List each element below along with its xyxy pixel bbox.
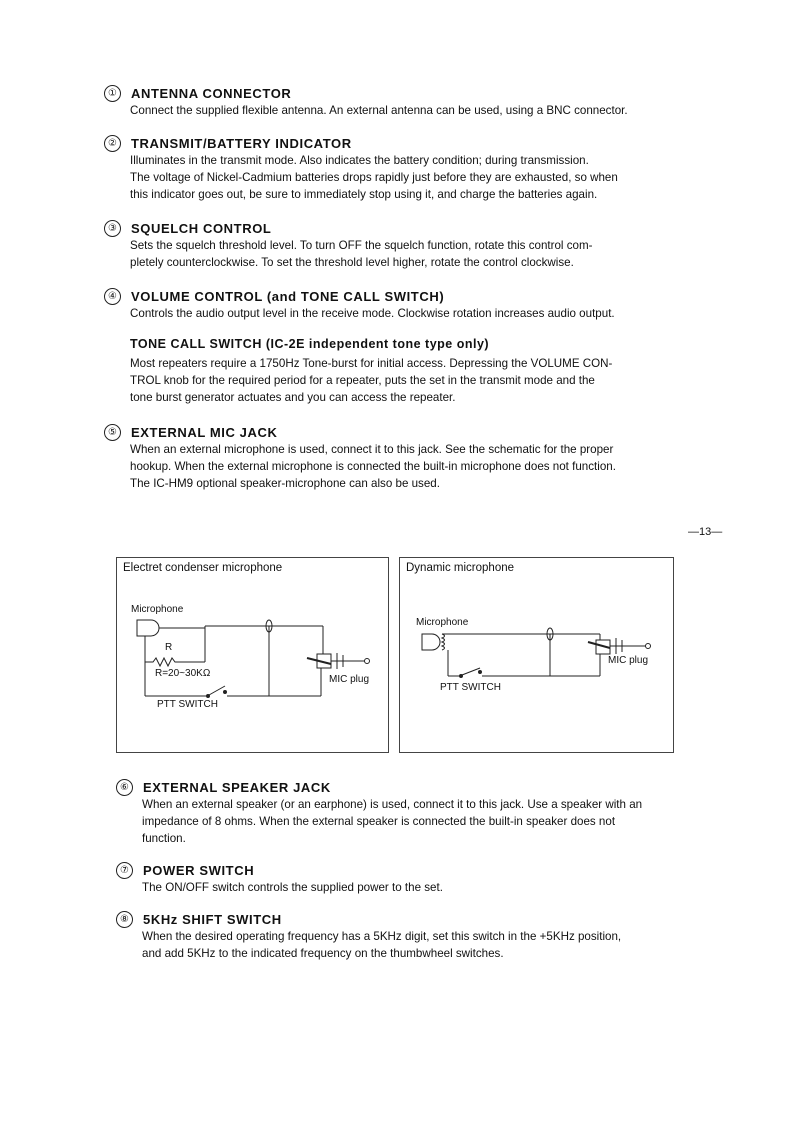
section-antenna-connector: [104, 84, 684, 119]
section-body: [130, 305, 684, 322]
section-body: [130, 355, 684, 406]
ptt-switch-symbol: [209, 686, 225, 695]
item-number: ②: [104, 135, 121, 152]
body-line: impedance of 8 ohms. When the external speaker is connected the built-in speaker does not: [142, 815, 616, 828]
body-line: TROL knob for the required period for a repeater, puts the set in the transmit mode and the: [130, 374, 595, 387]
mic-plug-label: MIC plug: [329, 674, 370, 685]
body-line: When an external microphone is used, connect it to this jack. See the schematic for the proper: [130, 443, 614, 456]
body-line: Connect the supplied flexible antenna. An external antenna can be used, using a BNC connector.: [130, 104, 628, 117]
section-5khz-shift-switch: [116, 910, 676, 962]
resistor-label: R: [165, 642, 173, 653]
section-title: EXTERNAL MIC JACK: [131, 424, 278, 440]
section-volume-control: [104, 287, 684, 322]
section-heading: [116, 910, 676, 928]
section-heading: [116, 778, 676, 796]
electret-schematic: [117, 558, 388, 752]
section-power-switch: [116, 861, 676, 896]
page-number: —13—: [688, 526, 723, 538]
body-line: The ON/OFF switch controls the supplied power to the set.: [142, 881, 443, 894]
item-number: ⑧: [116, 911, 133, 928]
resistor-symbol: [145, 658, 205, 666]
section-body: [142, 928, 676, 962]
body-line: Most repeaters require a 1750Hz Tone-burst for initial access. Depressing the VOLUME CON-: [130, 357, 613, 370]
ptt-switch-label: PTT SWITCH: [440, 682, 501, 693]
body-line: hookup. When the external microphone is connected the built-in microphone does not function.: [130, 460, 616, 473]
section-body: [142, 796, 676, 847]
section-body: [130, 441, 684, 492]
section-heading: [104, 84, 684, 102]
section-title: TRANSMIT/BATTERY INDICATOR: [131, 135, 352, 151]
mic-plug-label: MIC plug: [608, 655, 649, 666]
diagram-title: Electret condenser microphone: [123, 562, 283, 574]
coil-symbol: [442, 634, 445, 650]
item-number: ⑥: [116, 779, 133, 796]
resistor-value-label: R=20~30KΩ: [155, 668, 211, 679]
section-external-mic-jack: [104, 423, 684, 492]
section-body: [142, 879, 676, 896]
section-title: VOLUME CONTROL (and TONE CALL SWITCH): [131, 288, 445, 304]
dynamic-schematic: [400, 558, 673, 752]
section-heading: [104, 423, 684, 441]
body-line: When an external speaker (or an earphone) is used, connect it to this jack. Use a speaker with an: [142, 798, 643, 811]
microphone-symbol: [137, 620, 159, 636]
microphone-label: Microphone: [131, 604, 184, 615]
microphone-label: Microphone: [416, 617, 469, 628]
section-body: [130, 102, 684, 119]
item-number: ④: [104, 288, 121, 305]
section-title: SQUELCH CONTROL: [131, 220, 272, 236]
section-body: [130, 237, 684, 271]
body-line: Sets the squelch threshold level. To turn OFF the squelch function, rotate this control com-: [130, 239, 593, 252]
item-number: ①: [104, 85, 121, 102]
section-title: EXTERNAL SPEAKER JACK: [143, 779, 331, 795]
item-number: ③: [104, 220, 121, 237]
dynamic-mic-diagram: [399, 557, 674, 753]
section-heading: [104, 219, 684, 237]
section-body: [130, 152, 684, 203]
body-line: and add 5KHz to the indicated frequency on the thumbwheel switches.: [142, 947, 504, 960]
item-number: ⑦: [116, 862, 133, 879]
ptt-switch-symbol: [462, 668, 480, 675]
body-line: pletely counterclockwise. To set the threshold level higher, rotate the control clockwise.: [130, 256, 574, 269]
subsection-title: TONE CALL SWITCH (IC-2E independent tone type only): [130, 337, 490, 351]
section-transmit-battery-indicator: [104, 134, 684, 203]
section-squelch-control: [104, 219, 684, 271]
item-number: ⑤: [104, 424, 121, 441]
body-line: Controls the audio output level in the receive mode. Clockwise rotation increases audio output.: [130, 307, 615, 320]
body-line: When the desired operating frequency has a 5KHz digit, set this switch in the +5KHz position,: [142, 930, 622, 943]
body-line: Illuminates in the transmit mode. Also indicates the battery condition; during transmission.: [130, 154, 589, 167]
body-line: this indicator goes out, be sure to immediately stop using it, and charge the batteries again.: [130, 188, 598, 201]
body-line: The IC-HM9 optional speaker-microphone can also be used.: [130, 477, 440, 490]
body-line: tone burst generator actuates and you can access the repeater.: [130, 391, 456, 404]
section-heading: [116, 861, 676, 879]
section-heading: [104, 287, 684, 305]
section-tone-call-switch: [104, 337, 684, 406]
body-line: The voltage of Nickel-Cadmium batteries drops rapidly just before they are exhausted, so when: [130, 171, 618, 184]
ptt-switch-label: PTT SWITCH: [157, 699, 218, 710]
diagram-title: Dynamic microphone: [406, 562, 515, 574]
section-external-speaker-jack: [116, 778, 676, 847]
section-title: POWER SWITCH: [143, 862, 255, 878]
section-heading: [104, 134, 684, 152]
electret-mic-diagram: [116, 557, 389, 753]
microphone-symbol: [422, 634, 440, 650]
section-title: ANTENNA CONNECTOR: [131, 85, 292, 101]
body-line: function.: [142, 832, 186, 845]
section-title: 5KHz SHIFT SWITCH: [143, 911, 282, 927]
